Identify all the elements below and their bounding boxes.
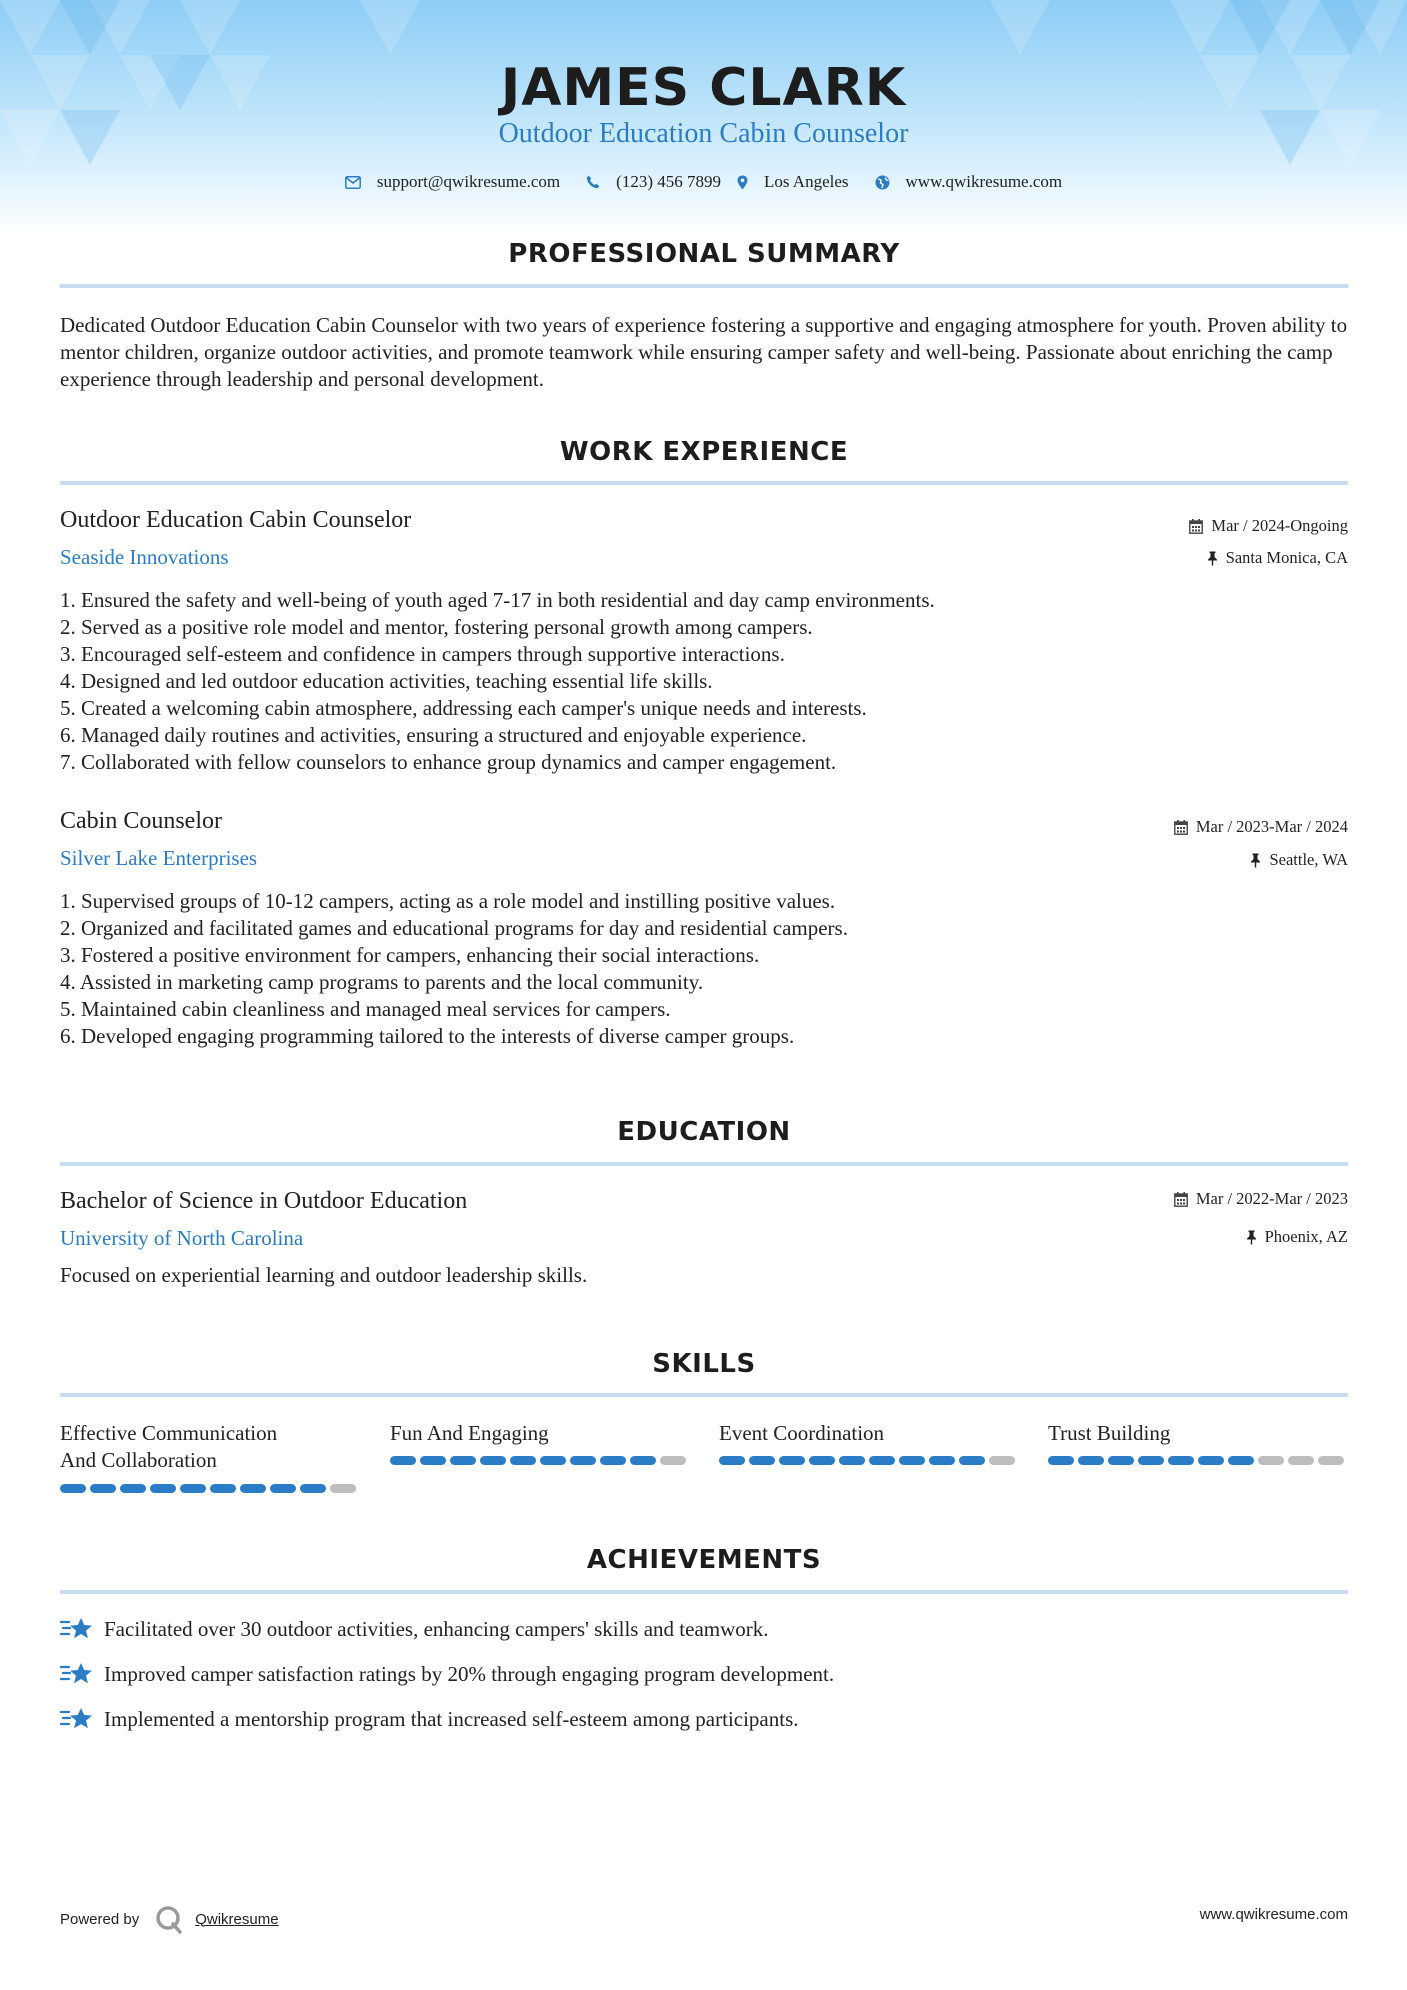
skill-segment-filled [630, 1456, 656, 1465]
education-location [1246, 1227, 1348, 1247]
skill-segment-filled [60, 1484, 86, 1493]
skill-segment-empty [1318, 1456, 1344, 1465]
contact-location [737, 172, 849, 192]
skill-segment-filled [719, 1456, 745, 1465]
school-name: University of North Carolina [60, 1226, 304, 1250]
skill-item [390, 1420, 690, 1447]
section-divider [60, 284, 1348, 288]
achievement-item [60, 1706, 799, 1732]
job-location-text: Santa Monica, CA [1225, 548, 1348, 567]
job-dates [1174, 817, 1348, 837]
website-text: www.qwikresume.com [905, 172, 1063, 191]
skill-segment-filled [240, 1484, 266, 1493]
skill-name: Event Coordination [719, 1421, 885, 1445]
section-divider [60, 1590, 1348, 1594]
job-title: Cabin Counselor [60, 808, 222, 834]
education-heading: EDUCATION [617, 1117, 791, 1147]
skill-segment-filled [1228, 1456, 1254, 1465]
skill-segment-filled [390, 1456, 416, 1465]
skill-segment-filled [1138, 1456, 1164, 1465]
job-dates [1189, 516, 1348, 536]
list-item: 6. Developed engaging programming tailored to the interests of diverse camper groups. [60, 1024, 795, 1048]
job-location [1250, 850, 1348, 870]
globe-icon [875, 175, 890, 190]
job-title: Outdoor Education Cabin Counselor [60, 507, 412, 533]
footer-website[interactable]: www.qwikresume.com [1199, 1906, 1348, 1923]
list-item: 2. Organized and facilitated games and educational programs for day and residential campers. [60, 916, 848, 940]
job-dates-text: Mar / 2024-Ongoing [1211, 516, 1348, 535]
list-item: 4. Designed and led outdoor education activities, teaching essential life skills. [60, 669, 713, 693]
list-item: 6. Managed daily routines and activities, ensuring a structured and enjoyable experience. [60, 723, 807, 747]
skill-segment-filled [180, 1484, 206, 1493]
pushpin-icon [1250, 853, 1261, 868]
contact-email[interactable] [345, 172, 560, 192]
skill-level-bar [390, 1456, 686, 1465]
skill-segment-filled [779, 1456, 805, 1465]
skill-item [1048, 1420, 1348, 1447]
qwikresume-logo-icon [153, 1904, 185, 1934]
star-icon [60, 1706, 94, 1732]
phone-icon [586, 175, 600, 189]
pushpin-icon [1207, 551, 1218, 566]
contact-website[interactable] [875, 172, 1063, 192]
job-location-text: Seattle, WA [1269, 850, 1348, 869]
calendar-icon [1174, 820, 1188, 835]
achievement-item [60, 1616, 769, 1642]
skill-name: Trust Building [1048, 1421, 1171, 1445]
skill-segment-filled [210, 1484, 236, 1493]
skill-segment-filled [1078, 1456, 1104, 1465]
skill-level-bar [1048, 1456, 1344, 1465]
list-item: 1. Supervised groups of 10-12 campers, acting as a role model and instilling positive values. [60, 889, 836, 913]
skill-segment-filled [1048, 1456, 1074, 1465]
star-icon [60, 1661, 94, 1687]
education-description: Focused on experiential learning and outdoor leadership skills. [60, 1263, 588, 1287]
calendar-icon [1174, 1192, 1188, 1207]
skill-level-bar [719, 1456, 1015, 1465]
job-bullets [60, 888, 1350, 1050]
skill-segment-filled [869, 1456, 895, 1465]
skill-segment-empty [989, 1456, 1015, 1465]
skill-segment-filled [1198, 1456, 1224, 1465]
skill-segment-filled [600, 1456, 626, 1465]
skill-segment-filled [959, 1456, 985, 1465]
skill-segment-filled [749, 1456, 775, 1465]
skill-segment-filled [420, 1456, 446, 1465]
skill-segment-filled [1108, 1456, 1134, 1465]
skill-segment-filled [570, 1456, 596, 1465]
location-text: Los Angeles [763, 172, 849, 191]
skill-segment-filled [899, 1456, 925, 1465]
list-item: 3. Fostered a positive environment for campers, enhancing their social interactions. [60, 943, 760, 967]
powered-by-label: Powered by [60, 1910, 140, 1928]
skill-name-line2: And Collaboration [60, 1448, 217, 1472]
skill-name: Fun And Engaging [390, 1421, 549, 1445]
skill-segment-filled [540, 1456, 566, 1465]
skill-segment-filled [929, 1456, 955, 1465]
skill-segment-filled [510, 1456, 536, 1465]
education-location-text: Phoenix, AZ [1264, 1227, 1348, 1246]
skill-segment-filled [809, 1456, 835, 1465]
list-item: 5. Maintained cabin cleanliness and managed meal services for campers. [60, 997, 671, 1021]
list-item: 5. Created a welcoming cabin atmosphere, addressing each camper's unique needs and interests. [60, 696, 867, 720]
skill-segment-empty [1258, 1456, 1284, 1465]
footer-powered-by [60, 1904, 279, 1934]
pushpin-icon [1246, 1230, 1257, 1245]
star-icon [60, 1616, 94, 1642]
degree-title: Bachelor of Science in Outdoor Education [60, 1188, 468, 1214]
achievement-text: Improved camper satisfaction ratings by 20% through engaging program development. [104, 1661, 835, 1686]
company-name: Seaside Innovations [60, 545, 229, 569]
skill-segment-empty [660, 1456, 686, 1465]
skill-segment-filled [150, 1484, 176, 1493]
calendar-icon [1189, 519, 1203, 534]
skill-segment-filled [480, 1456, 506, 1465]
job-bullets [60, 587, 1350, 776]
skill-segment-filled [300, 1484, 326, 1493]
skill-item [60, 1420, 360, 1474]
skill-item [719, 1420, 1019, 1447]
brand-link[interactable]: Qwikresume [195, 1910, 279, 1928]
skill-name: Effective Communication [60, 1421, 278, 1445]
list-item: 7. Collaborated with fellow counselors to enhance group dynamics and camper engagement. [60, 750, 837, 774]
achievement-text: Facilitated over 30 outdoor activities, enhancing campers' skills and teamwork. [104, 1616, 769, 1641]
skill-segment-filled [120, 1484, 146, 1493]
achievements-heading: ACHIEVEMENTS [586, 1545, 822, 1575]
skill-segment-empty [1288, 1456, 1314, 1465]
map-pin-icon [737, 175, 748, 190]
skill-segment-filled [450, 1456, 476, 1465]
skill-segment-filled [839, 1456, 865, 1465]
achievement-item [60, 1661, 834, 1687]
summary-text: Dedicated Outdoor Education Cabin Counselor with two years of experience fostering a supportive and engaging atmosphere for youth. Proven ability to mentor children, organize outdoor activities, and promote teamwork while ensuring camper safety and well-being. Passionate about enriching the camp experience through leadership and personal development. [60, 313, 1348, 391]
candidate-name: JAMES CLARK [500, 58, 907, 118]
candidate-role: Outdoor Education Cabin Counselor [498, 118, 909, 149]
contact-phone[interactable] [586, 172, 721, 192]
skill-segment-empty [330, 1484, 356, 1493]
section-divider [60, 1162, 1348, 1166]
list-item: 3. Encouraged self-esteem and confidence in campers through supportive interactions. [60, 642, 785, 666]
skill-segment-filled [90, 1484, 116, 1493]
company-name: Silver Lake Enterprises [60, 846, 258, 870]
list-item: 1. Ensured the safety and well-being of youth aged 7-17 in both residential and day camp environments. [60, 588, 935, 612]
skill-segment-filled [1168, 1456, 1194, 1465]
job-dates-text: Mar / 2023-Mar / 2024 [1195, 817, 1348, 836]
skills-heading: SKILLS [652, 1349, 756, 1379]
summary-heading: PROFESSIONAL SUMMARY [508, 239, 900, 269]
achievement-text: Implemented a mentorship program that increased self-esteem among participants. [104, 1706, 799, 1731]
email-text: support@qwikresume.com [376, 172, 561, 191]
education-dates [1174, 1189, 1348, 1209]
education-dates-text: Mar / 2022-Mar / 2023 [1195, 1189, 1348, 1208]
section-divider [60, 1393, 1348, 1397]
list-item: 2. Served as a positive role model and mentor, fostering personal growth among campers. [60, 615, 813, 639]
contact-bar [0, 172, 1407, 192]
phone-text: (123) 456 7899 [616, 172, 721, 191]
section-divider [60, 481, 1348, 485]
skill-level-bar [60, 1484, 356, 1493]
skill-segment-filled [270, 1484, 296, 1493]
list-item: 4. Assisted in marketing camp programs to parents and the local community. [60, 970, 704, 994]
experience-heading: WORK EXPERIENCE [559, 437, 849, 467]
job-location [1207, 548, 1348, 568]
envelope-icon [345, 176, 361, 189]
